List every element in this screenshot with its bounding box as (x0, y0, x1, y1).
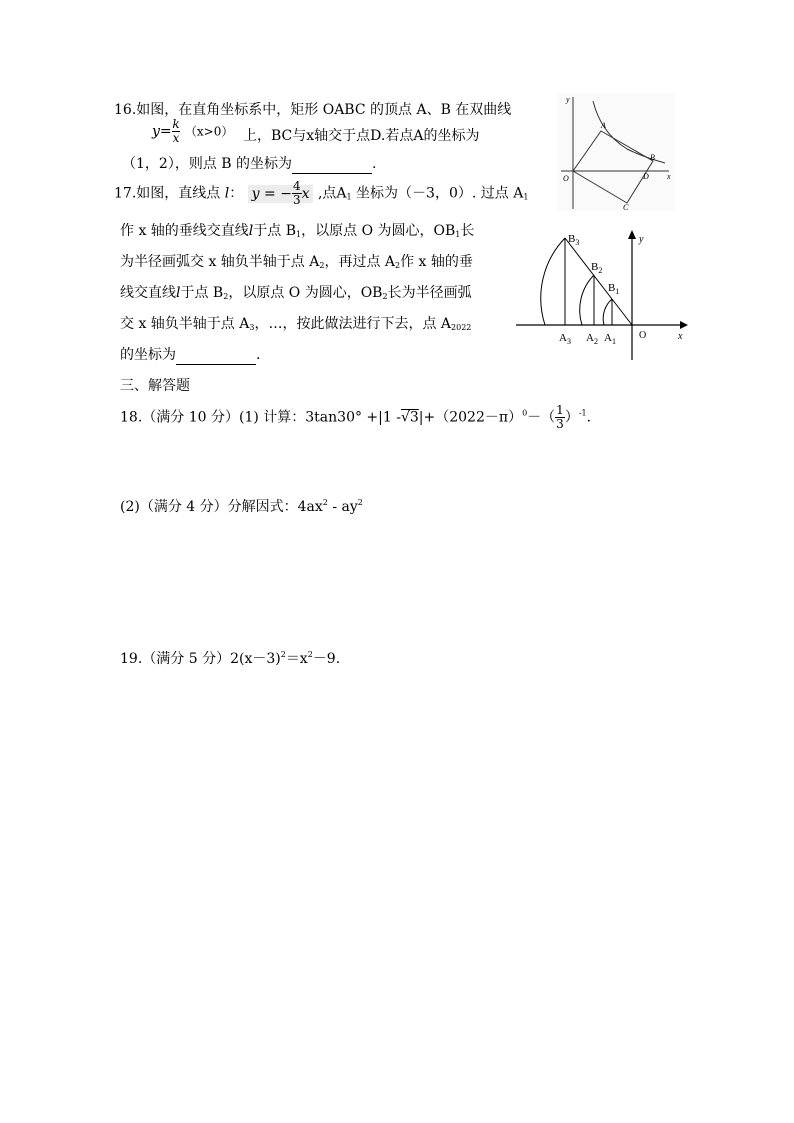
q17-line3-b: ，再过点 A (324, 254, 396, 270)
q19-c: －9. (312, 651, 341, 667)
q17-line2-d: 长 (460, 223, 475, 239)
q17-arc-1 (603, 299, 612, 325)
q17-line4-d: 长为半径画弧 (387, 285, 472, 301)
q17-arc-2 (580, 275, 594, 325)
q17-x-arrow (680, 321, 688, 329)
q17-sub-a2022: 2022 (451, 323, 472, 332)
q16-label-y: y (566, 95, 570, 104)
q17-line5-b: ，…，按此做法进行下去，点 A (254, 316, 452, 332)
q16-y-eq: y= (152, 123, 172, 140)
q17-answer-blank[interactable] (176, 346, 256, 365)
q17-sub-ob1: 1 (455, 230, 461, 239)
q17-line3 (120, 253, 473, 275)
q18-part2 (120, 494, 363, 516)
q17-figure (516, 226, 694, 366)
q17-line6 (120, 346, 260, 365)
q19-sq: 2 (280, 650, 286, 659)
q17-sub-a2: 2 (319, 261, 325, 270)
q17-eq-left: y = − (251, 185, 292, 202)
q17-line1-c: ,点A (317, 185, 347, 202)
q17-sub-ob2: 2 (382, 292, 388, 301)
q17-line2-b: 于点 B (253, 223, 297, 239)
q18-sq1: 2 (322, 498, 328, 507)
q17-line2-c: ，以原点 O 为圆心，OB (301, 223, 456, 239)
q18-part1 (120, 404, 591, 431)
q17-label-B3: $B_3$ (568, 233, 580, 247)
q16-figure (557, 93, 675, 211)
q18-exp-zero: 0 (522, 408, 528, 418)
q18-p1-e: . (586, 409, 592, 426)
q17-arc-3 (541, 238, 565, 325)
q16-label-O: O (563, 174, 569, 183)
q17-eq-right: x (301, 185, 310, 202)
q17-line3-a: 为半径画弧交 x 轴负半轴于点 A (120, 254, 320, 270)
q16-x: x (172, 131, 180, 145)
q16-line3-end: . (372, 156, 377, 172)
q17-line1-a: 17.如图，直线点 (114, 185, 221, 202)
q17-line5-a: 交 x 轴负半轴于点 A (120, 316, 250, 332)
q17-line6-text: 的坐标为 (120, 347, 176, 363)
q18-den: 3 (556, 417, 564, 431)
q17-line5 (120, 315, 471, 337)
q17-eq-fraction (292, 180, 302, 207)
q16-label-A: A (601, 121, 606, 130)
q17-label-B2: $B_2$ (591, 261, 603, 275)
q18-sqrt3: √3 (400, 409, 419, 426)
q16-label-x: x (667, 172, 671, 181)
q17-line-l (565, 238, 632, 325)
q17-label-y: y (639, 234, 644, 245)
q16-condition: （x>0） (184, 124, 234, 139)
q17-line4-a: 线交直线 (120, 285, 176, 301)
q18-p1-b: |+（2022－π） (418, 409, 523, 426)
q17-sub-a1: 1 (346, 192, 352, 202)
q16-answer-blank[interactable] (292, 155, 372, 174)
q18-exp-neg1: -1 (578, 408, 587, 418)
q16-label-B: B (650, 153, 655, 162)
q18-num: 1 (556, 403, 564, 417)
q16-line3 (122, 155, 376, 174)
q17-sub-a1b: 1 (523, 192, 529, 202)
section-title: 三、解答题 (120, 378, 190, 394)
q17-line2 (120, 222, 474, 244)
q16-line1: 16.如图，在直角坐标系中，矩形 OABC 的顶点 A、B 在双曲线 (114, 102, 512, 118)
q17-l3: l (176, 285, 181, 301)
q17-line4-b: 于点 B (180, 285, 224, 301)
q17-label-B1: $B_1$ (608, 282, 620, 296)
q17-label-x: x (678, 331, 683, 342)
q17-label-A3: $A_3$ (559, 332, 571, 346)
q19-b: ＝x (285, 651, 308, 667)
q17-l2: l (248, 223, 254, 239)
q17-sub-b2: 2 (223, 292, 229, 301)
q17-label-A2: $A_2$ (586, 332, 598, 346)
q16-line3-text: （1，2），则点 B 的坐标为 (122, 156, 293, 172)
q19 (120, 646, 340, 668)
q17-equation (248, 179, 314, 207)
q17-line2-a: 作 x 轴的垂线交直线 (120, 223, 249, 239)
q17-line4 (120, 284, 472, 306)
q17-l: l (224, 185, 230, 202)
q16-fraction (172, 118, 181, 145)
q17-eq-num: 4 (292, 179, 301, 193)
q18-sq2: 2 (357, 498, 363, 507)
q19-sq2: 2 (307, 650, 313, 659)
q16-equation (152, 118, 233, 145)
q16-label-C: C (623, 203, 629, 211)
q19-a: 19.（满分 5 分）2(x－3) (120, 651, 281, 667)
q17-label-O: O (639, 330, 647, 341)
q18-p1-a: 18.（满分 10 分）(1) 计算：3tan30° +|1 - (120, 409, 401, 426)
q17-line1 (114, 180, 528, 207)
q17-line3-c: 作 x 轴的垂 (400, 254, 473, 270)
q17-eq-den: 3 (292, 193, 301, 207)
q16-k: k (172, 117, 180, 131)
q18-p2-a: (2)（满分 4 分）分解因式：4ax (120, 499, 323, 515)
q16-label-D: D (643, 172, 649, 181)
q17-label-A1: $A_1$ (604, 332, 616, 346)
q17-y-arrow (628, 230, 636, 239)
q17-sub-a2b: 2 (395, 261, 401, 270)
q17-sub-a3: 3 (249, 323, 255, 332)
q17-line1-b: ： (229, 185, 244, 202)
q16-figure-bg (557, 93, 675, 211)
q18-p1-c: －（ (527, 409, 556, 426)
q18-p2-b: - ay (327, 499, 358, 515)
q17-line1-d: 坐标为（－3，0）. 过点 A (351, 185, 524, 202)
q17-sub-b1: 1 (296, 230, 302, 239)
q17-line4-c: ，以原点 O 为圆心，OB (228, 285, 383, 301)
q18-p1-d: ） (564, 409, 579, 426)
q18-fraction (555, 404, 565, 431)
q16-line2: 上，BC与x轴交于点D.若点A的坐标为 (243, 128, 480, 144)
q17-line6-end: . (256, 347, 261, 363)
